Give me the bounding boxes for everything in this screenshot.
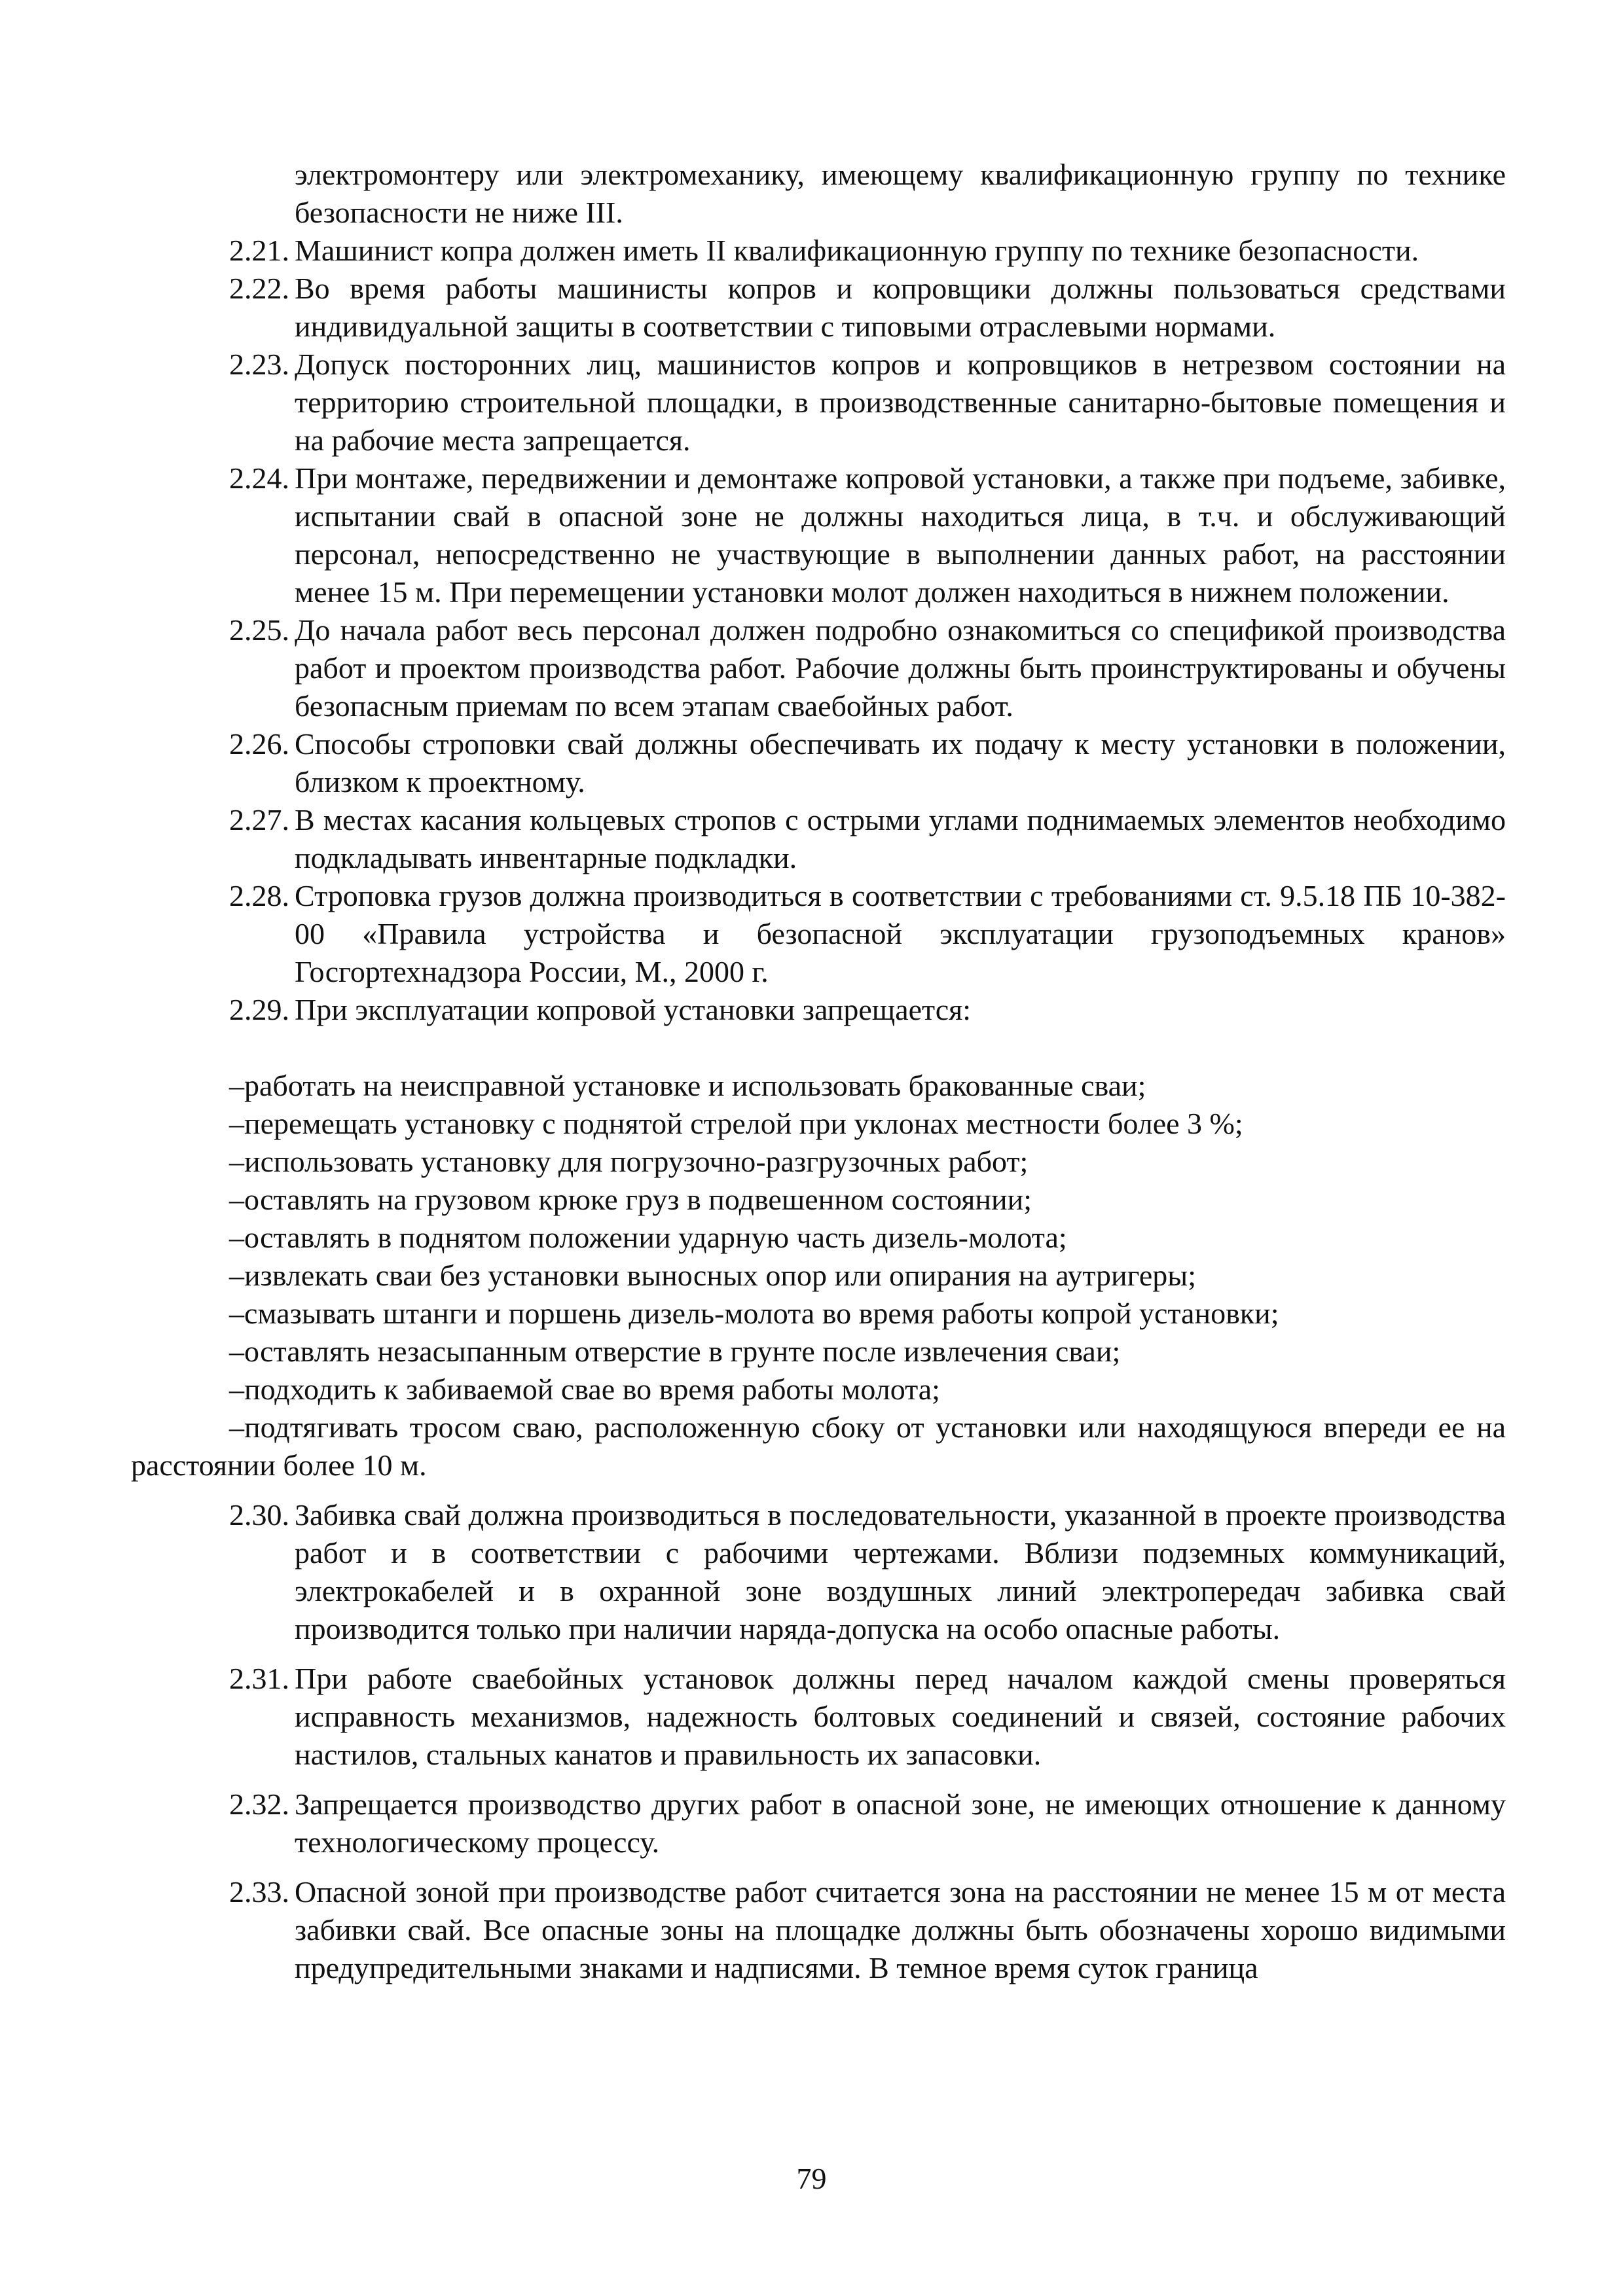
clause-text: При монтаже, передвижении и демонтаже копровой установки, а также при подъеме, забивке, испытании свай в опасной зоне не должны находиться лица, в т.ч. и обслуживающий персонал, непосредственно не участвующие в выполнении данных работ, на расстоянии менее 15 м. При перемещении установки молот должен находиться в нижнем положении.: [295, 461, 1506, 609]
clause-2-29: [131, 991, 1506, 1029]
clause-number: 2.27.: [229, 803, 289, 836]
prohibition-item: –подходить к забиваемой свае во время работы молота;: [229, 1372, 940, 1406]
prohibition-item: –использовать установку для погрузочно-разгрузочных работ;: [229, 1145, 1029, 1178]
clause-2-21: [131, 232, 1506, 270]
prohibition-item: –извлекать сваи без установки выносных опор или опирания на аутригеры;: [229, 1259, 1196, 1292]
prohibition-item: –работать на неисправной установке и использовать бракованные сваи;: [229, 1069, 1146, 1102]
clause-2-32: [131, 1785, 1506, 1861]
prohibition-item: –оставлять на грузовом крюке груз в подвешенном состоянии;: [229, 1183, 1032, 1216]
clause-number: 2.26.: [229, 727, 289, 761]
clause-number: 2.30.: [229, 1498, 289, 1532]
clause-number: 2.25.: [229, 613, 289, 647]
clause-text: Запрещается производство других работ в опасной зоне, не имеющих отношение к данному технологическому процессу.: [295, 1787, 1506, 1859]
clause-text: Опасной зоной при производстве работ считается зона на расстоянии не менее 15 м от места забивки свай. Все опасные зоны на площадке должны быть обозначены хорошо видимыми предупредительными знаками и надписями. В темное время суток граница: [295, 1875, 1506, 1984]
clause-number: 2.31.: [229, 1662, 289, 1695]
clause-2-28: [131, 877, 1506, 991]
clause-number: 2.21.: [229, 234, 289, 267]
spacer: [131, 1484, 1506, 1496]
prohibition-item: –оставлять в поднятом положении ударную часть дизель-молота;: [229, 1221, 1067, 1254]
prohibition-item-last: –подтягивать тросом сваю, расположенную сбоку от установки или находящуюся впереди ее на расстоянии более 10 м.: [131, 1410, 1506, 1482]
clause-number: 2.33.: [229, 1875, 289, 1909]
prohibition-item: –перемещать установку с поднятой стрелой при уклонах местности более 3 %;: [229, 1107, 1243, 1140]
spacer: [131, 1774, 1506, 1785]
spacer: [131, 1861, 1506, 1873]
clause-text: До начала работ весь персонал должен подробно ознакомиться со спецификой производства работ и проектом производства работ. Рабочие должны быть проинструктированы и обучены безопасным приемам по всем этапам сваебойных работ.: [295, 613, 1506, 723]
clause-2-23: [131, 346, 1506, 459]
prohibition-list: [131, 1067, 1506, 1484]
clause-text: В местах касания кольцевых стропов с острыми углами поднимаемых элементов необходимо подкладывать инвентарные подкладки.: [295, 803, 1506, 874]
continued-paragraph: электромонтеру или электромеханику, имеющему квалификационную группу по технике безопасности не ниже III.: [295, 158, 1506, 229]
clause-number: 2.32.: [229, 1787, 289, 1821]
clause-2-31: [131, 1660, 1506, 1774]
page-number: 79: [796, 2162, 827, 2195]
clause-number: 2.22.: [229, 272, 289, 305]
clause-text: Машинист копра должен иметь II квалификационную группу по технике безопасности.: [295, 234, 1419, 267]
clause-number: 2.28.: [229, 879, 289, 912]
clause-text: При эксплуатации копровой установки запрещается:: [295, 993, 972, 1026]
prohibition-item: –смазывать штанги и поршень дизель-молота во время работы копрой установки;: [229, 1297, 1279, 1330]
clause-number: 2.29.: [229, 993, 289, 1026]
clause-number: 2.24.: [229, 461, 289, 495]
clause-2-27: [131, 801, 1506, 877]
clause-2-33: [131, 1873, 1506, 1987]
clause-2-30: [131, 1496, 1506, 1648]
clause-2-26: [131, 725, 1506, 801]
clause-text: При работе сваебойных установок должны перед началом каждой смены проверяться исправность механизмов, надежность болтовых соединений и связей, состояние рабочих настилов, стальных канатов и правильность их запасовки.: [295, 1662, 1506, 1771]
clause-text: Строповка грузов должна производиться в соответствии с требованиями ст. 9.5.18 ПБ 10-382-00 «Правила устройства и безопасной эксплуатации грузоподъемных кранов» Госгортехнадзора России, М., 2000 г.: [295, 879, 1506, 988]
spacer: [131, 1029, 1506, 1067]
clause-2-24: [131, 459, 1506, 611]
prohibition-item: –оставлять незасыпанным отверстие в грунте после извлечения сваи;: [229, 1335, 1121, 1368]
clause-text: Во время работы машинисты копров и копровщики должны пользоваться средствами индивидуальной защиты в соответствии с типовыми отраслевыми нормами.: [295, 272, 1506, 343]
spacer: [131, 1648, 1506, 1660]
document-body: [131, 156, 1506, 1987]
clause-2-22: [131, 270, 1506, 346]
clause-text: Забивка свай должна производиться в последовательности, указанной в проекте производства работ и в соответствии с рабочими чертежами. Вблизи подземных коммуникаций, электрокабелей и в охранной зоне воздушных линий электропередач забивка свай производится только при наличии наряда-допуска на особо опасные работы.: [295, 1498, 1506, 1645]
clause-2-25: [131, 611, 1506, 725]
clause-number: 2.23.: [229, 348, 289, 381]
clause-text: Допуск посторонних лиц, машинистов копров и копровщиков в нетрезвом состоянии на территорию строительной площадки, в производственные санитарно-бытовые помещения и на рабочие места запрещается.: [295, 348, 1506, 457]
clause-text: Способы строповки свай должны обеспечивать их подачу к месту установки в положении, близком к проектному.: [295, 727, 1506, 798]
